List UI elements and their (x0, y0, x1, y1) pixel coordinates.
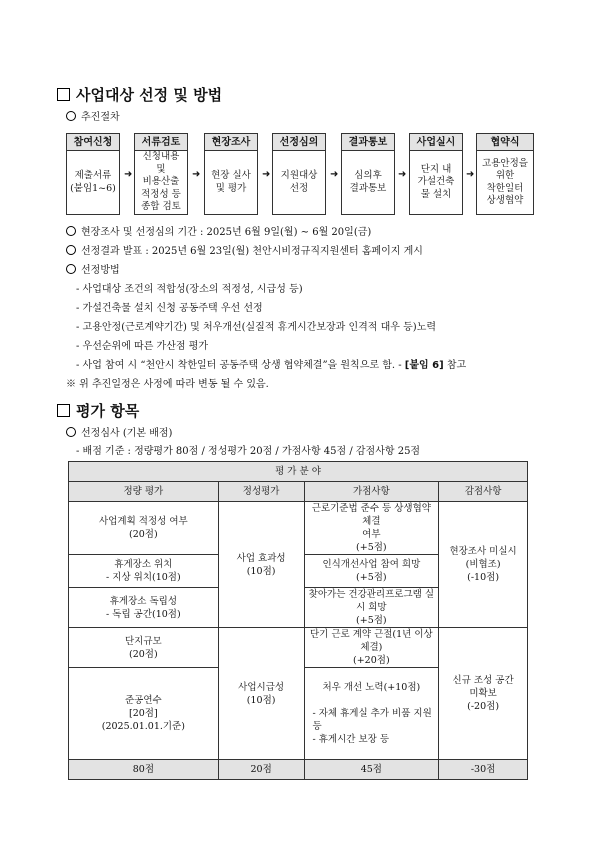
total-cell: 45점 (304, 760, 439, 780)
table-cell: 찾아가는 건강관리프로그램 실시 희망 (+5점) (304, 588, 439, 628)
checkbox-square-icon (57, 88, 70, 101)
arrow-right-icon: ➜ (262, 169, 271, 180)
flow-step-body: 고용안정을 위한 착한일터 상생협약 (476, 151, 534, 215)
flow-step-head: 서류검토 (134, 133, 188, 151)
method-item: - 가설건축물 설치 신청 공동주택 우선 선정 (76, 303, 263, 314)
table-cell: 현장조사 미실시 (비협조) (-10점) (439, 502, 528, 628)
arrow-right-icon: ➜ (192, 169, 201, 180)
method-heading: 선정방법 (66, 261, 120, 276)
cell-title: 처우 개선 노력(+10점) (322, 682, 421, 693)
total-cell: 80점 (69, 760, 219, 780)
table-cell: 단지규모 (20점) (69, 628, 219, 668)
checkbox-square-icon (57, 404, 70, 417)
table-cell: 단기 근로 계약 근절(1년 이상 체결) (+20점) (304, 628, 439, 668)
circle-bullet-icon (66, 226, 76, 236)
header-quantitative: 정량 평가 (69, 482, 219, 502)
flow-step-body: 신청내용 및 비용산출 적정성 등 종합 검토 (134, 151, 188, 215)
section2-heading: 평가 항목 (57, 400, 139, 421)
circle-bullet-icon (66, 245, 76, 255)
table-cell (304, 668, 439, 760)
arrow-right-icon: ➜ (124, 169, 133, 180)
evaluation-table (68, 461, 528, 780)
flow-step-body: 현장 실사 및 평가 (204, 151, 258, 215)
total-cell: -30점 (439, 760, 528, 780)
flow-step-head: 선정심의 (272, 133, 326, 151)
table-cell: 인식개선사업 참여 희망 (+5점) (304, 555, 439, 588)
flow-step-head: 사업실시 (409, 133, 463, 151)
schedule-note: ※ 위 추진일정은 사정에 따라 변동 될 수 있음. (66, 379, 269, 390)
flow-step-body: 지원대상 선정 (272, 151, 326, 215)
section1-heading: 사업대상 선정 및 방법 (57, 84, 222, 105)
circle-bullet-icon (66, 264, 76, 274)
method-item: - 사업대상 조건의 적합성(장소의 적정성, 시급성 등) (76, 284, 303, 295)
header-bonus: 가점사항 (304, 482, 439, 502)
table-cell: 준공연수 [20점] (2025.01.01.기준) (69, 668, 219, 760)
flow-step-head: 참여신청 (66, 133, 120, 151)
process-label: 추진절차 (66, 108, 120, 123)
circle-bullet-icon (66, 111, 76, 121)
flow-step-body: 심의후 결과통보 (341, 151, 395, 215)
table-cell: 신규 조성 공간 미확보 (-20점) (439, 628, 528, 760)
method-item: - 고용안정(근로계약기간) 및 처우개선(실질적 휴게시간보장과 인격적 대우 등)노력 (76, 322, 437, 333)
table-cell: 사업시급성 (10점) (218, 628, 304, 760)
flow-step-body: 제출서류 (붙임1~6) (66, 151, 120, 215)
result-line: 선정결과 발표 : 2025년 6월 23일(월) 천안시비정규직지원센터 홈페이지 게시 (66, 242, 423, 257)
table-cell: 휴게장소 위치 - 지상 위치(10점) (69, 555, 219, 588)
score-criteria: - 배점 기준 : 정량평가 80점 / 정성평가 20점 / 가점사항 45점 / 감점사항 25점 (76, 446, 421, 457)
flow-step-body: 단지 내 가설건축 물 설치 (409, 151, 463, 215)
circle-bullet-icon (66, 427, 76, 437)
flow-step-head: 협약식 (476, 133, 534, 151)
arrow-right-icon: ➜ (330, 169, 339, 180)
schedule-line: 현장조사 및 선정심의 기간 : 2025년 6월 9일(월) ∼ 6월 20일(금) (66, 223, 371, 238)
table-cell: 근로기준법 준수 등 상생협약 체결 여부 (+5점) (304, 502, 439, 555)
flow-step-head: 결과통보 (341, 133, 395, 151)
table-cell: 휴게장소 독립성 - 독립 공간(10점) (69, 588, 219, 628)
table-cell: 사업계획 적정성 여부 (20점) (69, 502, 219, 555)
attachment-ref: [붙임 6] (404, 360, 444, 371)
total-cell: 20점 (218, 760, 304, 780)
table-title: 평 가 분 야 (69, 462, 528, 482)
cell-items: - 자체 휴게실 추가 비품 지원 등 - 휴게시간 보장 등 (312, 708, 432, 745)
arrow-right-icon: ➜ (398, 169, 407, 180)
method-item: - 우선순위에 따른 가산점 평가 (76, 341, 209, 352)
header-penalty: 감점사항 (439, 482, 528, 502)
method-item: - 사업 참여 시 “천안시 착한일터 공동주택 상생 협약체결”을 원칙으로 함. - [붙임 6] 참고 (76, 360, 467, 371)
table-cell: 사업 효과성 (10점) (218, 502, 304, 628)
header-qualitative: 정성평가 (218, 482, 304, 502)
arrow-right-icon: ➜ (466, 169, 475, 180)
screening-label: 선정심사 (기본 배점) (66, 424, 172, 439)
flow-step-head: 현장조사 (204, 133, 258, 151)
